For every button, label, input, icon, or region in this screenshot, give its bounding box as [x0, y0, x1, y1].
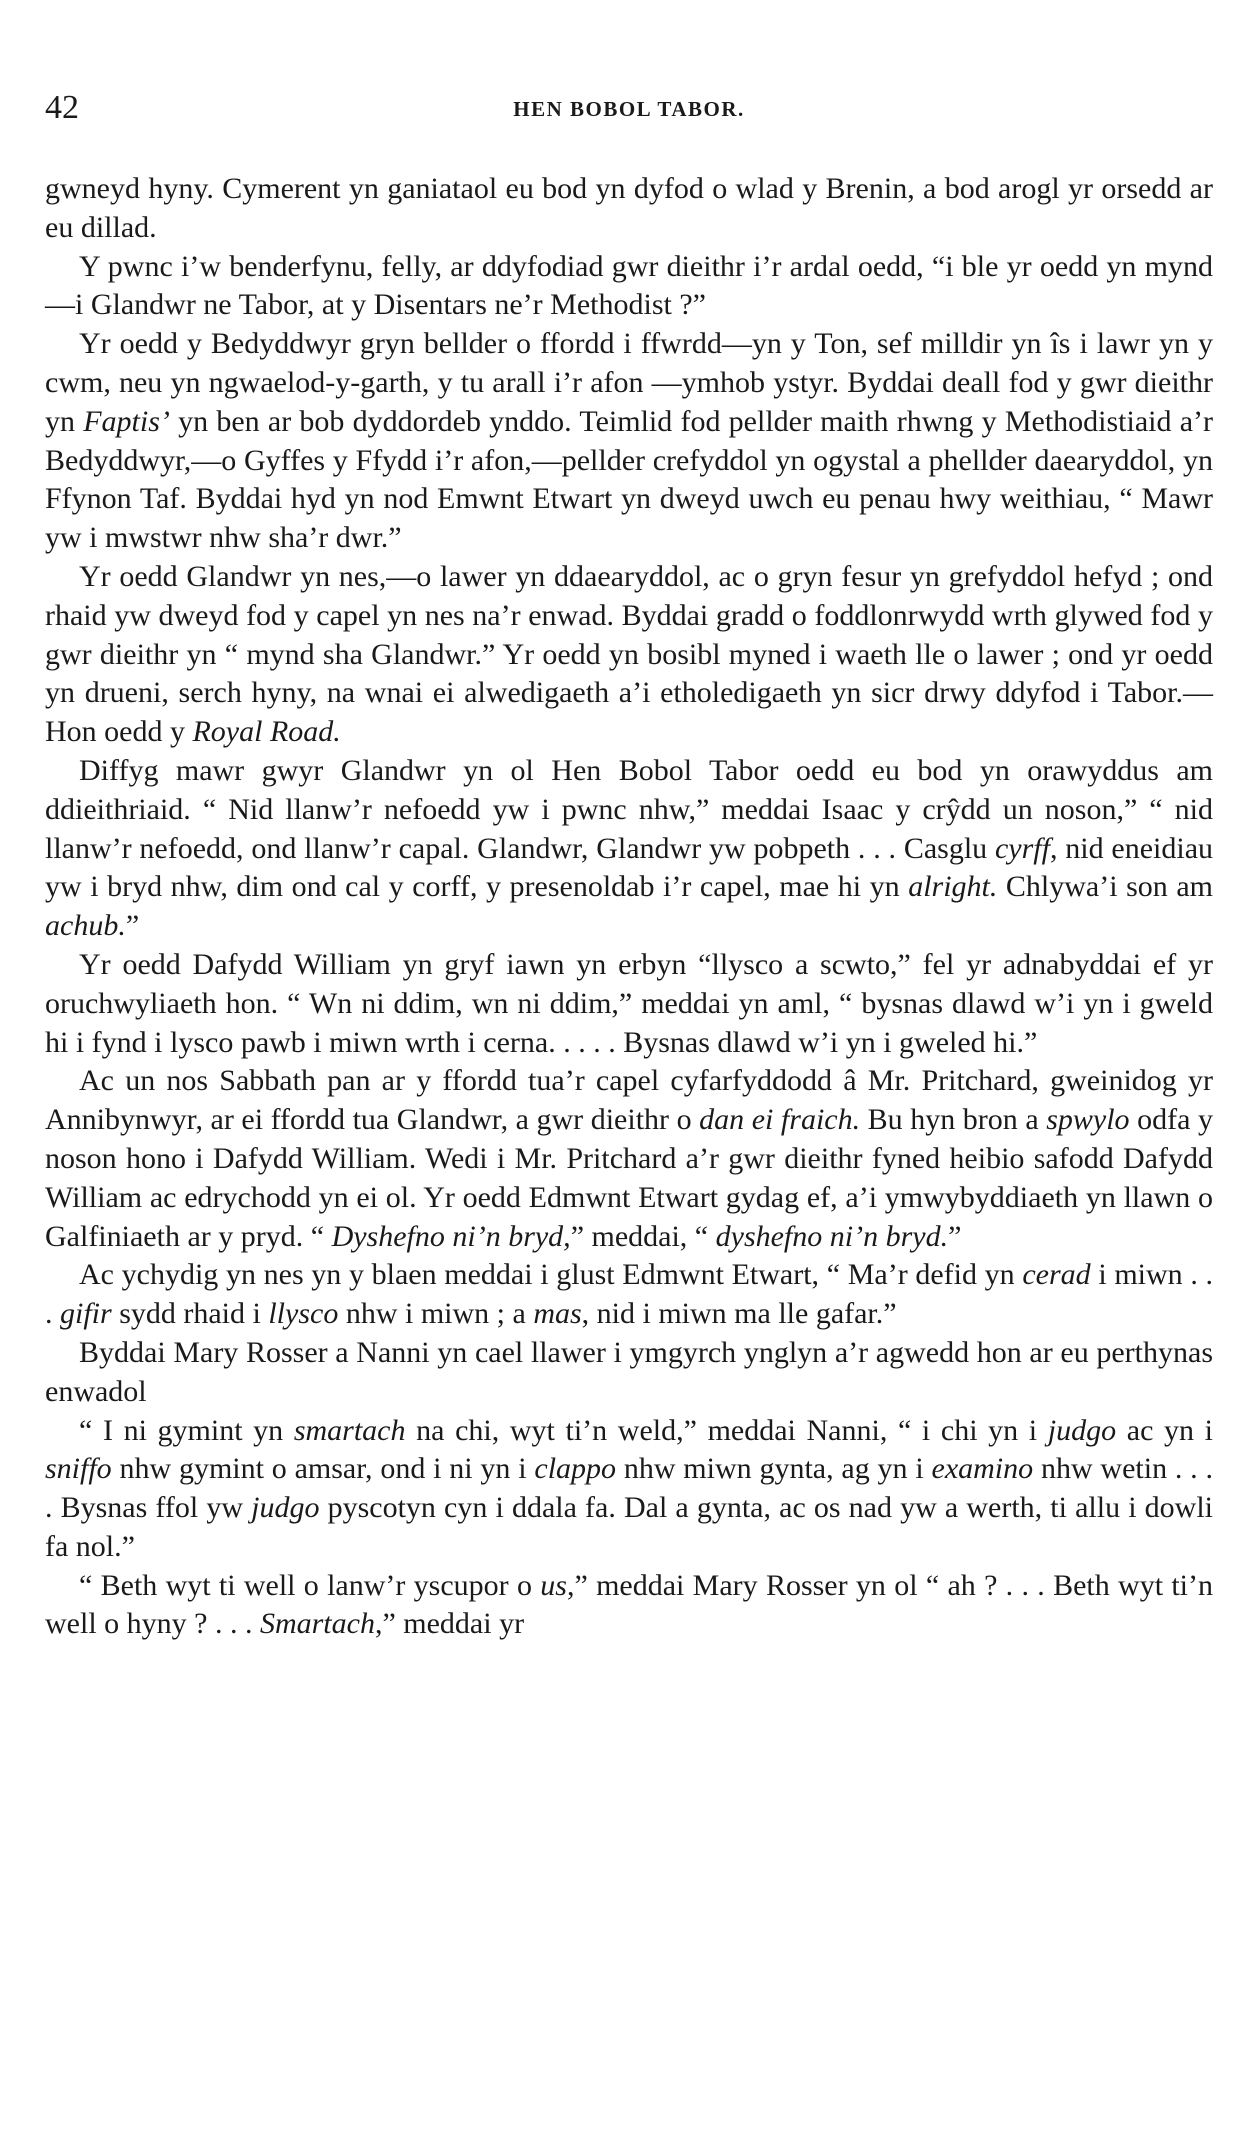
italic-text: examino: [931, 1452, 1034, 1486]
text-run: “ I ni gymint yn: [79, 1413, 294, 1447]
paragraph: [45, 946, 1213, 1062]
text-run: yn ben ar bob dyddordeb ynddo. Teimlid fod pellder maith rhwng y Methodistiaid a’r Bedyddwyr,—o Gyffes y Ffydd i’r afon,—pellder crefyddol yn ogystal a phellder daearyddol, yn Ffynon Taf. Byddai hyd yn nod Emwnt Etwart yn dweyd uwch eu penau hwy weithiau, “ Mawr yw i mwstwr nhw sha’r dwr.”: [45, 404, 1214, 555]
italic-text: alright.: [908, 870, 998, 904]
text-run: nhw i miwn ; a: [338, 1297, 534, 1331]
text-run: gwneyd hyny. Cymerent yn ganiataol eu bod yn dyfod o wlad y Brenin, a bod arogl yr orsedd ar eu dillad.: [45, 172, 1213, 244]
text-run: odfa y noson hono i Dafydd William. Wedi i Mr. Pritchard a’r gwr dieithr fyned heibio safodd Dafydd William ac edrychodd yn ei ol. Yr oedd Edmwnt Etwart gydag ef, a’i ymwybyddiaeth yn llawn o Galfiniaeth ar y pryd. “: [45, 1103, 1213, 1253]
italic-text: judgo: [251, 1491, 320, 1525]
text-run: ac yn i: [1116, 1413, 1213, 1447]
italic-text: clappo: [534, 1452, 617, 1486]
paragraph: [45, 752, 1213, 946]
text-run: Yr oedd Glandwr yn nes,—o lawer yn ddaearyddol, ac o gryn fesur yn grefyddol hefyd ; ond rhaid yw dweyd fod y capel yn nes na’r enwad. Byddai gradd o foddlonrwydd wrth glywed fod y gwr dieithr yn “ mynd sha Glandwr.” Yr oedd yn bosibl myned i waeth lle o lawer ; ond yr oedd yn drueni, serch hyny, na wnai ei alwedigaeth a’i etholedigaeth yn sicr drwy ddyfod i Tabor.—Hon oedd y: [45, 559, 1213, 749]
paragraph: [45, 1062, 1213, 1256]
running-title: HEN BOBOL TABOR.: [513, 97, 745, 121]
text-run: Ac ychydig yn nes yn y blaen meddai i glust Edmwnt Etwart, “ Ma’r defid yn: [79, 1258, 1023, 1292]
text-run: Yr oedd Dafydd William yn gryf iawn yn erbyn “llysco a scwto,” fel yr adnabyddai ef yr oruchwyliaeth hon. “ Wn ni ddim, wn ni ddim,” meddai yn aml, “ bysnas dlawd w’i yn i gweld hi i fynd i lysco pawb i miwn wrth i cerna. . . . . Bysnas dlawd w’i yn i gweled hi.”: [45, 947, 1213, 1059]
text-run: Byddai Mary Rosser a Nanni yn cael llawer i ymgyrch ynglyn a’r agwedd hon ar eu perthynas enwadol: [45, 1335, 1213, 1408]
text-run: Chlywa’i son am: [997, 870, 1213, 904]
paragraph: [45, 1256, 1213, 1334]
text-run: Diffyg mawr gwyr Glandwr yn ol Hen Bobol Tabor oedd eu bod yn orawyddus am ddieithriaid. “ Nid llanw’r nefoedd yw i pwnc nhw,” meddai Isaac y crŷdd un noson,” “ nid llanw’r nefoedd, ond llanw’r capal. Glandwr, Glandwr yw pobpeth . . . Casglu: [45, 753, 1213, 865]
text-run: , nid i miwn ma lle gafar.”: [581, 1297, 897, 1331]
italic-text: cerad: [1022, 1258, 1091, 1292]
paragraph: [45, 1567, 1213, 1645]
text-run: ,” meddai Mary Rosser yn ol “ ah ? . . . Beth wyt ti’n well o hyny ? . . .: [45, 1568, 1213, 1641]
text-run: nhw wetin . . . . Bysnas ffol yw: [45, 1452, 1213, 1525]
text-run: nhw miwn gynta, ag yn i: [616, 1452, 932, 1486]
text-run: pyscotyn cyn i ddala fa. Dal a gynta, ac os nad yw a werth, ti allu i dowli fa nol.”: [45, 1491, 1213, 1563]
text-run: , nid eneidiau yw i bryd nhw, dim ond cal y corff, y presenoldab i’r capel, mae hi yn: [45, 831, 1214, 904]
italic-text: Dyshefno ni’n bryd,: [331, 1219, 571, 1253]
paragraph: [45, 248, 1213, 326]
text-run: “ Beth wyt ti well o lanw’r yscupor o: [79, 1568, 541, 1602]
paragraph: [45, 558, 1213, 752]
paragraph: [45, 325, 1213, 558]
italic-text: Faptis’: [83, 404, 170, 438]
text-run: ”: [125, 909, 140, 943]
italic-text: spwylo: [1046, 1103, 1130, 1137]
text-run: nhw gymint o amsar, ond i ni yn i: [111, 1452, 535, 1486]
text-run: Ac un nos Sabbath pan ar y ffordd tua’r capel cyfarfyddodd â Mr. Pritchard, gweinidog yr Annibynwyr, ar ei ffordd tua Glandwr, a gwr dieithr o: [45, 1064, 1213, 1137]
italic-text: judgo: [1047, 1413, 1117, 1447]
italic-text: mas: [533, 1297, 582, 1331]
text-run: Y pwnc i’w benderfynu, felly, ar ddyfodiad gwr dieithr i’r ardal oedd, “i ble yr oedd yn mynd—i Glandwr ne Tabor, at y Disentars ne’r Methodist ?”: [45, 249, 1213, 322]
text-run: sydd rhaid i: [111, 1297, 269, 1331]
italic-text: Smartach: [259, 1607, 375, 1641]
paragraph: [45, 170, 1213, 248]
italic-text: dan ei fraich.: [699, 1103, 861, 1137]
italic-text: dyshefno ni’n bryd.: [715, 1219, 949, 1253]
text-run: ” meddai, “: [570, 1219, 716, 1253]
text-run: i miwn . . .: [45, 1258, 1214, 1331]
text-run: ”: [948, 1219, 962, 1253]
italic-text: gifir: [60, 1297, 112, 1331]
italic-text: Royal Road.: [192, 715, 341, 749]
italic-text: achub.: [45, 909, 126, 943]
italic-text: cyrff: [994, 831, 1050, 865]
text-run: Bu hyn bron a: [860, 1103, 1047, 1137]
italic-text: smartach: [293, 1413, 406, 1447]
page-number: 42: [45, 89, 79, 126]
paragraph: [45, 1334, 1213, 1412]
italic-text: llysco: [268, 1297, 339, 1331]
text-run: Yr oedd y Bedyddwyr gryn bellder o ffordd i ffwrdd—yn y Ton, sef milldir yn îs i lawr yn y cwm, neu yn ngwaelod-y-garth, y tu arall i’r afon —ymhob ystyr. Byddai deall fod y gwr dieithr yn: [45, 327, 1213, 438]
book-page: [45, 88, 1213, 1644]
text-run: ,” meddai yr: [374, 1607, 525, 1641]
paragraph: [45, 1412, 1213, 1567]
body-text: [45, 170, 1213, 1644]
italic-text: us: [540, 1568, 567, 1602]
italic-text: sniffo: [45, 1452, 112, 1486]
text-run: na chi, wyt ti’n weld,” meddai Nanni, “ i chi yn i: [405, 1413, 1048, 1447]
page-header: [45, 88, 1213, 128]
